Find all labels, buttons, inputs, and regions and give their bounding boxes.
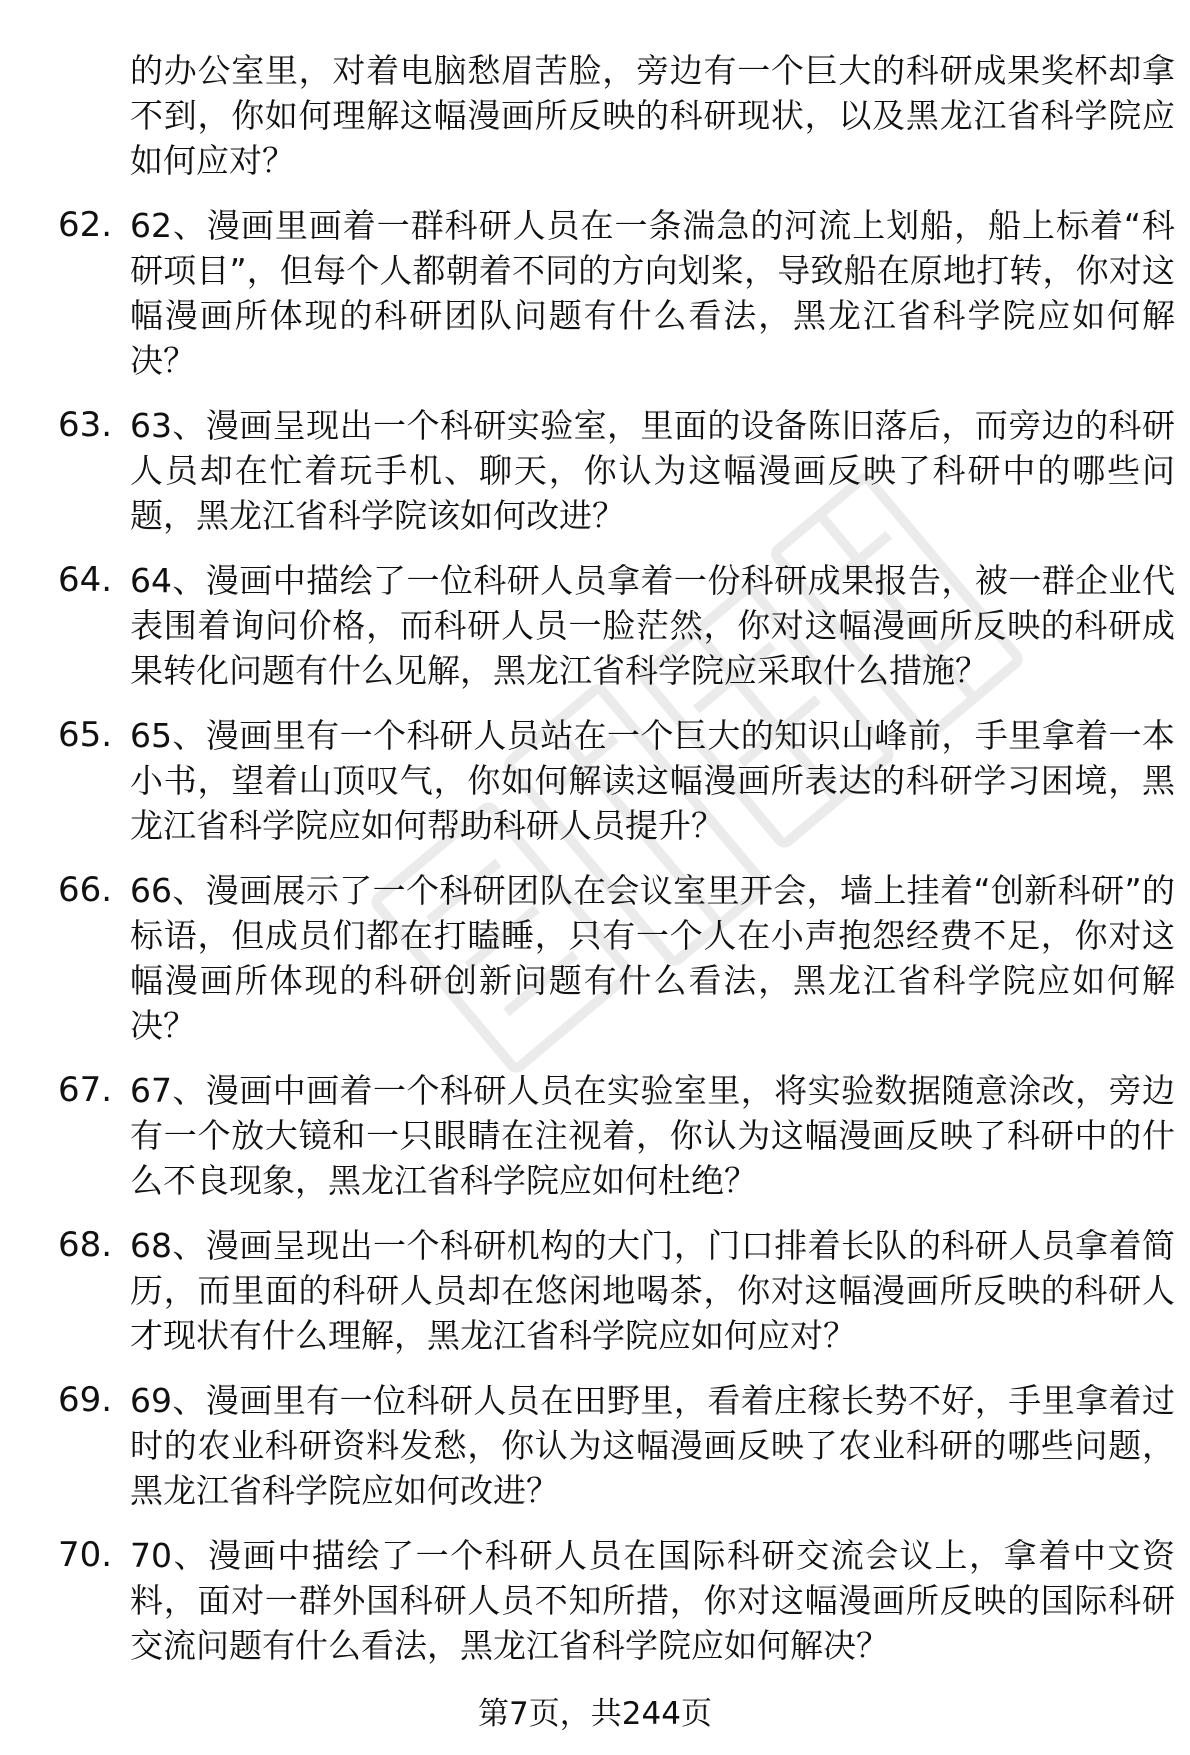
item-text: 63、漫画呈现出一个科研实验室，里面的设备陈旧落后，而旁边的科研人员却在忙着玩手机、聊天，你认为这幅漫画反映了科研中的哪些问题，黑龙江省科学院该如何改进？ xyxy=(130,406,1175,535)
item-text: 70、漫画中描绘了一个科研人员在国际科研交流会议上，拿着中文资料，面对一群外国科研人员不知所措，你对这幅漫画所反映的国际科研交流问题有什么看法，黑龙江省科学院应如何解决？ xyxy=(130,1536,1175,1665)
list-item xyxy=(0,558,1190,693)
item-text: 65、漫画里有一个科研人员站在一个巨大的知识山峰前，手里拿着一本小书，望着山顶叹气，你如何解读这幅漫画所表达的科研学习困境，黑龙江省科学院应如何帮助科研人员提升？ xyxy=(130,716,1175,845)
item-number: 67. xyxy=(58,1070,113,1110)
list-item xyxy=(0,1223,1190,1358)
item-number: 62. xyxy=(58,205,113,245)
item-text: 69、漫画里有一位科研人员在田野里，看着庄稼长势不好，手里拿着过时的农业科研资料发愁，你认为这幅漫画反映了农业科研的哪些问题，黑龙江省科学院应如何改进？ xyxy=(130,1381,1175,1510)
list-item xyxy=(0,403,1190,538)
page-footer: 第7页，共244页 xyxy=(478,1696,712,1732)
item-number: 63. xyxy=(58,405,113,445)
item-text: 64、漫画中描绘了一位科研人员拿着一份科研成果报告，被一群企业代表围着询问价格，而科研人员一脸茫然，你对这幅漫画所反映的科研成果转化问题有什么见解，黑龙江省科学院应采取什么措施？ xyxy=(130,561,1175,690)
list-item xyxy=(0,203,1190,383)
list-item xyxy=(0,1378,1190,1513)
item-number: 70. xyxy=(58,1535,113,1575)
item-text: 66、漫画展示了一个科研团队在会议室里开会，墙上挂着“创新科研”的标语，但成员们都在打瞌睡，只有一个人在小声抱怨经费不足，你对这幅漫画所体现的科研创新问题有什么看法，黑龙江省科学院应如何解决？ xyxy=(130,871,1175,1045)
list-item xyxy=(0,1533,1190,1668)
item-text: 67、漫画中画着一个科研人员在实验室里，将实验数据随意涂改，旁边有一个放大镜和一只眼睛在注视着，你认为这幅漫画反映了科研中的什么不良现象，黑龙江省科学院应如何杜绝？ xyxy=(130,1071,1175,1200)
item-text: 的办公室里，对着电脑愁眉苦脸，旁边有一个巨大的科研成果奖杯却拿不到，你如何理解这幅漫画所反映的科研现状，以及黑龙江省科学院应如何应对？ xyxy=(130,51,1175,180)
question-list xyxy=(0,48,1190,1688)
item-number: 65. xyxy=(58,715,113,755)
item-text: 68、漫画呈现出一个科研机构的大门，门口排着长队的科研人员拿着简历，而里面的科研人员却在悠闲地喝茶，你对这幅漫画所反映的科研人才现状有什么理解，黑龙江省科学院应如何应对？ xyxy=(130,1226,1175,1355)
list-item xyxy=(0,868,1190,1048)
item-number: 64. xyxy=(58,560,113,600)
item-text: 62、漫画里画着一群科研人员在一条湍急的河流上划船，船上标着“科研项目”，但每个人都朝着不同的方向划桨，导致船在原地打转，你对这幅漫画所体现的科研团队问题有什么看法，黑龙江省科学院应如何解决？ xyxy=(130,206,1175,380)
list-item xyxy=(0,1068,1190,1203)
item-number: 68. xyxy=(58,1225,113,1265)
item-number: 69. xyxy=(58,1380,113,1420)
list-item xyxy=(0,713,1190,848)
item-number: 66. xyxy=(58,870,113,910)
list-item xyxy=(0,48,1190,183)
